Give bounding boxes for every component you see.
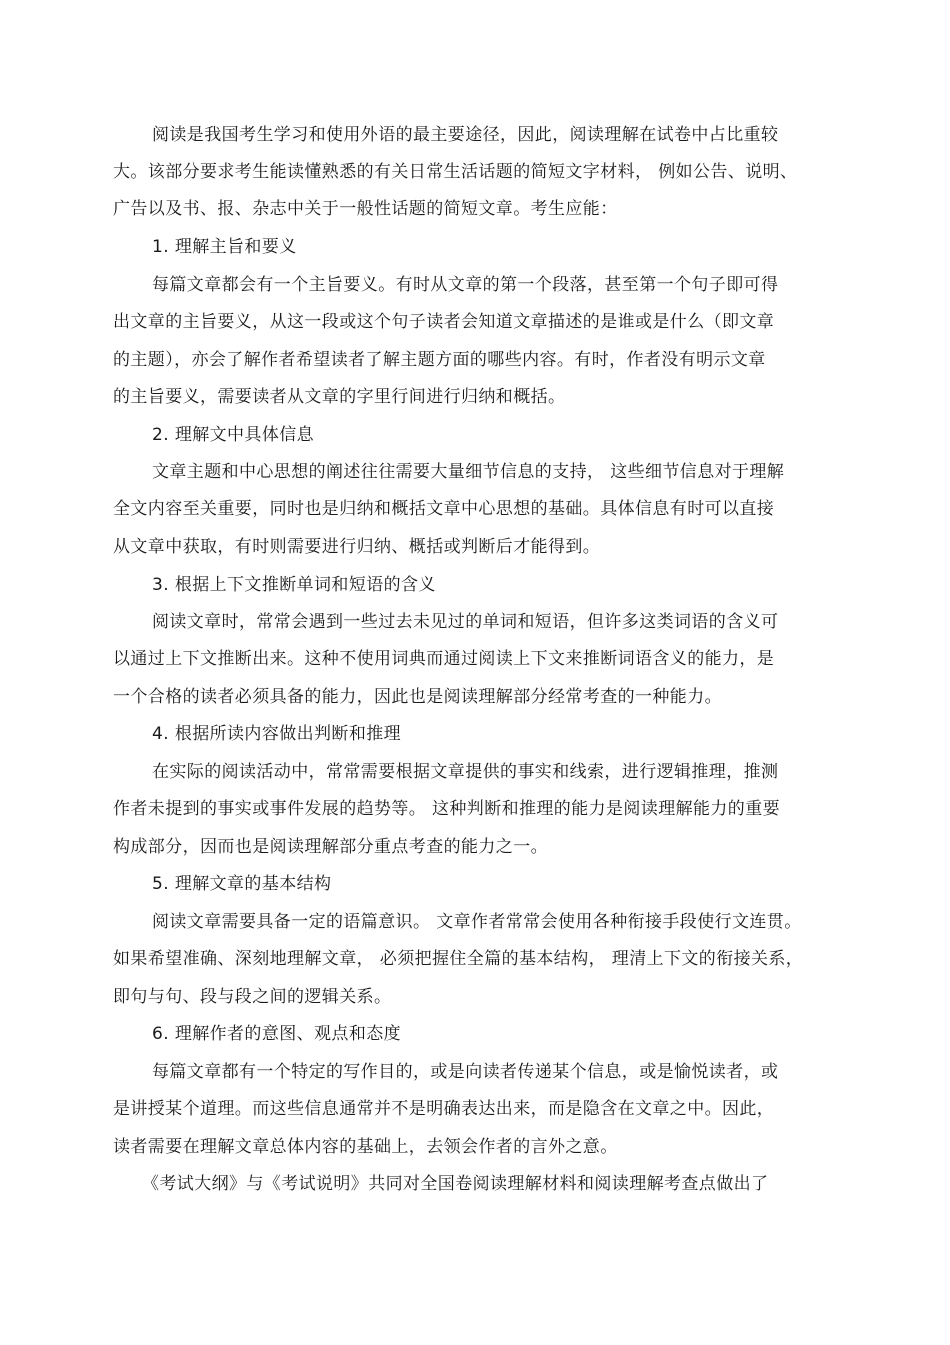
section-1-line-4: 的主旨要义，需要读者从文章的字里行间进行归纳和概括。 (113, 387, 566, 407)
section-heading-4: 4. 根据所读内容做出判断和推理 (152, 724, 402, 744)
section-1-line-3: 的主题），亦会了解作者希望读者了解主题方面的哪些内容。有时，作者没有明示文章 (113, 350, 766, 370)
section-heading-6: 6. 理解作者的意图、观点和态度 (152, 1024, 402, 1044)
section-6-line-1: 每篇文章都有一个特定的写作目的，或是向读者传递某个信息，或是愉悦读者，或 (152, 1062, 779, 1082)
section-2-line-3: 从文章中获取，有时则需要进行归纳、概括或判断后才能得到。 (113, 537, 601, 557)
section-4-line-2: 作者未提到的事实或事件发展的趋势等。 这种判断和推理的能力是阅读理解能力的重要 (113, 799, 781, 819)
section-4-line-1: 在实际的阅读活动中，常常需要根据文章提供的事实和线索，进行逻辑推理，推测 (152, 762, 779, 782)
section-4-line-3: 构成部分，因而也是阅读理解部分重点考查的能力之一。 (113, 837, 548, 857)
section-3-line-1: 阅读文章时，常常会遇到一些过去未见过的单词和短语，但许多这类词语的含义可 (152, 612, 779, 632)
section-3-line-3: 一个合格的读者必须具备的能力，因此也是阅读理解部分经常考查的一种能力。 (113, 687, 722, 707)
section-2-line-1: 文章主题和中心思想的阐述往往需要大量细节信息的支持， 这些细节信息对于理解 (152, 462, 785, 482)
section-5-line-3: 即句与句、段与段之间的逻辑关系。 (113, 987, 392, 1007)
section-6-line-3: 读者需要在理解文章总体内容的基础上，去领会作者的言外之意。 (113, 1137, 618, 1157)
section-5-line-2: 如果希望准确、深刻地理解文章， 必须把握住全篇的基本结构， 理清上下文的衔接关系， (113, 949, 804, 969)
section-5-line-1: 阅读文章需要具备一定的语篇意识。 文章作者常常会使用各种衔接手段使行文连贯。 (152, 912, 802, 932)
section-heading-5: 5. 理解文章的基本结构 (152, 874, 332, 894)
section-6-line-2: 是讲授某个道理。而这些信息通常并不是明确表达出来，而是隐含在文章之中。因此， (113, 1099, 775, 1119)
paragraph-intro-line-3: 广告以及书、报、杂志中关于一般性话题的简短文章。考生应能： (113, 199, 618, 219)
paragraph-intro-line-1: 阅读是我国考生学习和使用外语的最主要途径，因此，阅读理解在试卷中占比重较 (152, 125, 779, 145)
closing-paragraph-line-1: 《考试大纲》与《考试说明》共同对全国卷阅读理解材料和阅读理解考查点做出了 (142, 1174, 769, 1194)
section-3-line-2: 以通过上下文推断出来。这种不使用词典而通过阅读上下文来推断词语含义的能力，是 (113, 649, 775, 669)
paragraph-intro-line-2: 大。该部分要求考生能读懂熟悉的有关日常生活话题的简短文字材料， 例如公告、说明、 (113, 162, 798, 182)
section-1-line-1: 每篇文章都会有一个主旨要义。有时从文章的第一个段落，甚至第一个句子即可得 (152, 275, 779, 295)
section-2-line-2: 全文内容至关重要，同时也是归纳和概括文章中心思想的基础。具体信息有时可以直接 (113, 499, 775, 519)
section-heading-3: 3. 根据上下文推断单词和短语的含义 (152, 575, 436, 595)
section-heading-1: 1. 理解主旨和要义 (152, 237, 297, 257)
section-1-line-2: 出文章的主旨要义，从这一段或这个句子读者会知道文章描述的是谁或是什么（即文章 (113, 312, 775, 332)
section-heading-2: 2. 理解文中具体信息 (152, 425, 315, 445)
